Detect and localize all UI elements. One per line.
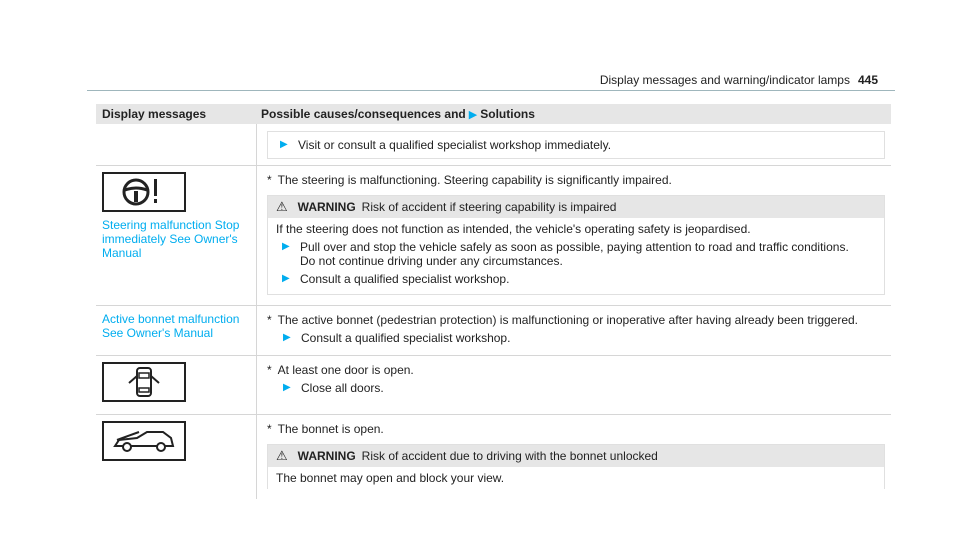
col-display-messages: Display messages (102, 107, 207, 121)
page-number: 445 (857, 73, 878, 87)
door-open-icon (102, 362, 186, 402)
list-item: ▶ Consult a qualified specialist workshop. (282, 272, 510, 286)
display-messages-table (96, 104, 891, 499)
warning-box: ⚠ WARNING Risk of accident if steering capability is impaired If the steering does not function as intended, the vehicle's operating safety is jeopardised. ▶ Pull over and stop the vehicle safely as soon as possible, paying attention to road and traffic conditions. Do not continue driving under any circumstances. ▶ Consult a qualified specialist workshop. (267, 195, 885, 295)
table-row: Steering malfunction Stop immediately See Owner's Manual * The steering is malfunctioning. Steering capability is significantly impaired. ⚠ WARNING Risk of accident if steering capability is impaired If the steering does not function as intended, the vehicle's operating safety is jeopardised. ▶ Pull over and stop the vehicle safely as soon as possible, paying attention to road and traffic conditions. Do not continue driving under any circumstances. ▶ Consult a qualified specialist workshop. (96, 166, 891, 306)
col-causes-solutions: Possible causes/consequences and ▶ Solutions (261, 107, 535, 121)
warning-icon: ⚠ (276, 448, 288, 463)
table-header (96, 104, 891, 124)
steering-wheel-warning-icon (102, 172, 186, 212)
warning-icon: ⚠ (276, 199, 288, 214)
list-item: ▶ Pull over and stop the vehicle safely as soon as possible, paying attention to road and traffic conditions. Do not continue driving under any circumstances. (282, 240, 849, 268)
arrow-right-icon: ▶ (283, 382, 291, 393)
table-row: Active bonnet malfunction See Owner's Manual * The active bonnet (pedestrian protection) is malfunctioning or inoperative after having already been triggered. ▶ Consult a qualified specialist workshop. (96, 306, 891, 356)
table-row: * At least one door is open. ▶ Close all doors. (96, 356, 891, 415)
arrow-right-icon: ▶ (468, 109, 478, 121)
running-head-title: Display messages and warning/indicator lamps (599, 73, 850, 87)
arrow-right-icon: ▶ (282, 241, 290, 252)
table-row (96, 124, 891, 166)
table-row: * The bonnet is open. ⚠ WARNING Risk of accident due to driving with the bonnet unlocked The bonnet may open and block your view. (96, 415, 891, 499)
arrow-right-icon: ▶ (282, 273, 290, 284)
list-item: ▶ Close all doors. (283, 381, 384, 395)
list-item: ▶ Visit or consult a qualified specialist workshop immediately. (280, 138, 612, 152)
list-item: ▶ Consult a qualified specialist workshop. (283, 331, 511, 345)
bonnet-open-icon (102, 421, 186, 461)
display-message: Active bonnet malfunction See Owner's Manual (102, 312, 240, 340)
header-rule (87, 90, 895, 91)
arrow-right-icon: ▶ (280, 139, 288, 150)
warning-box: ⚠ WARNING Risk of accident due to driving with the bonnet unlocked The bonnet may open and block your view. (267, 444, 885, 489)
running-head (600, 73, 878, 87)
display-message: Steering malfunction Stop immediately See Owner's Manual (102, 218, 240, 260)
arrow-right-icon: ▶ (283, 332, 291, 343)
